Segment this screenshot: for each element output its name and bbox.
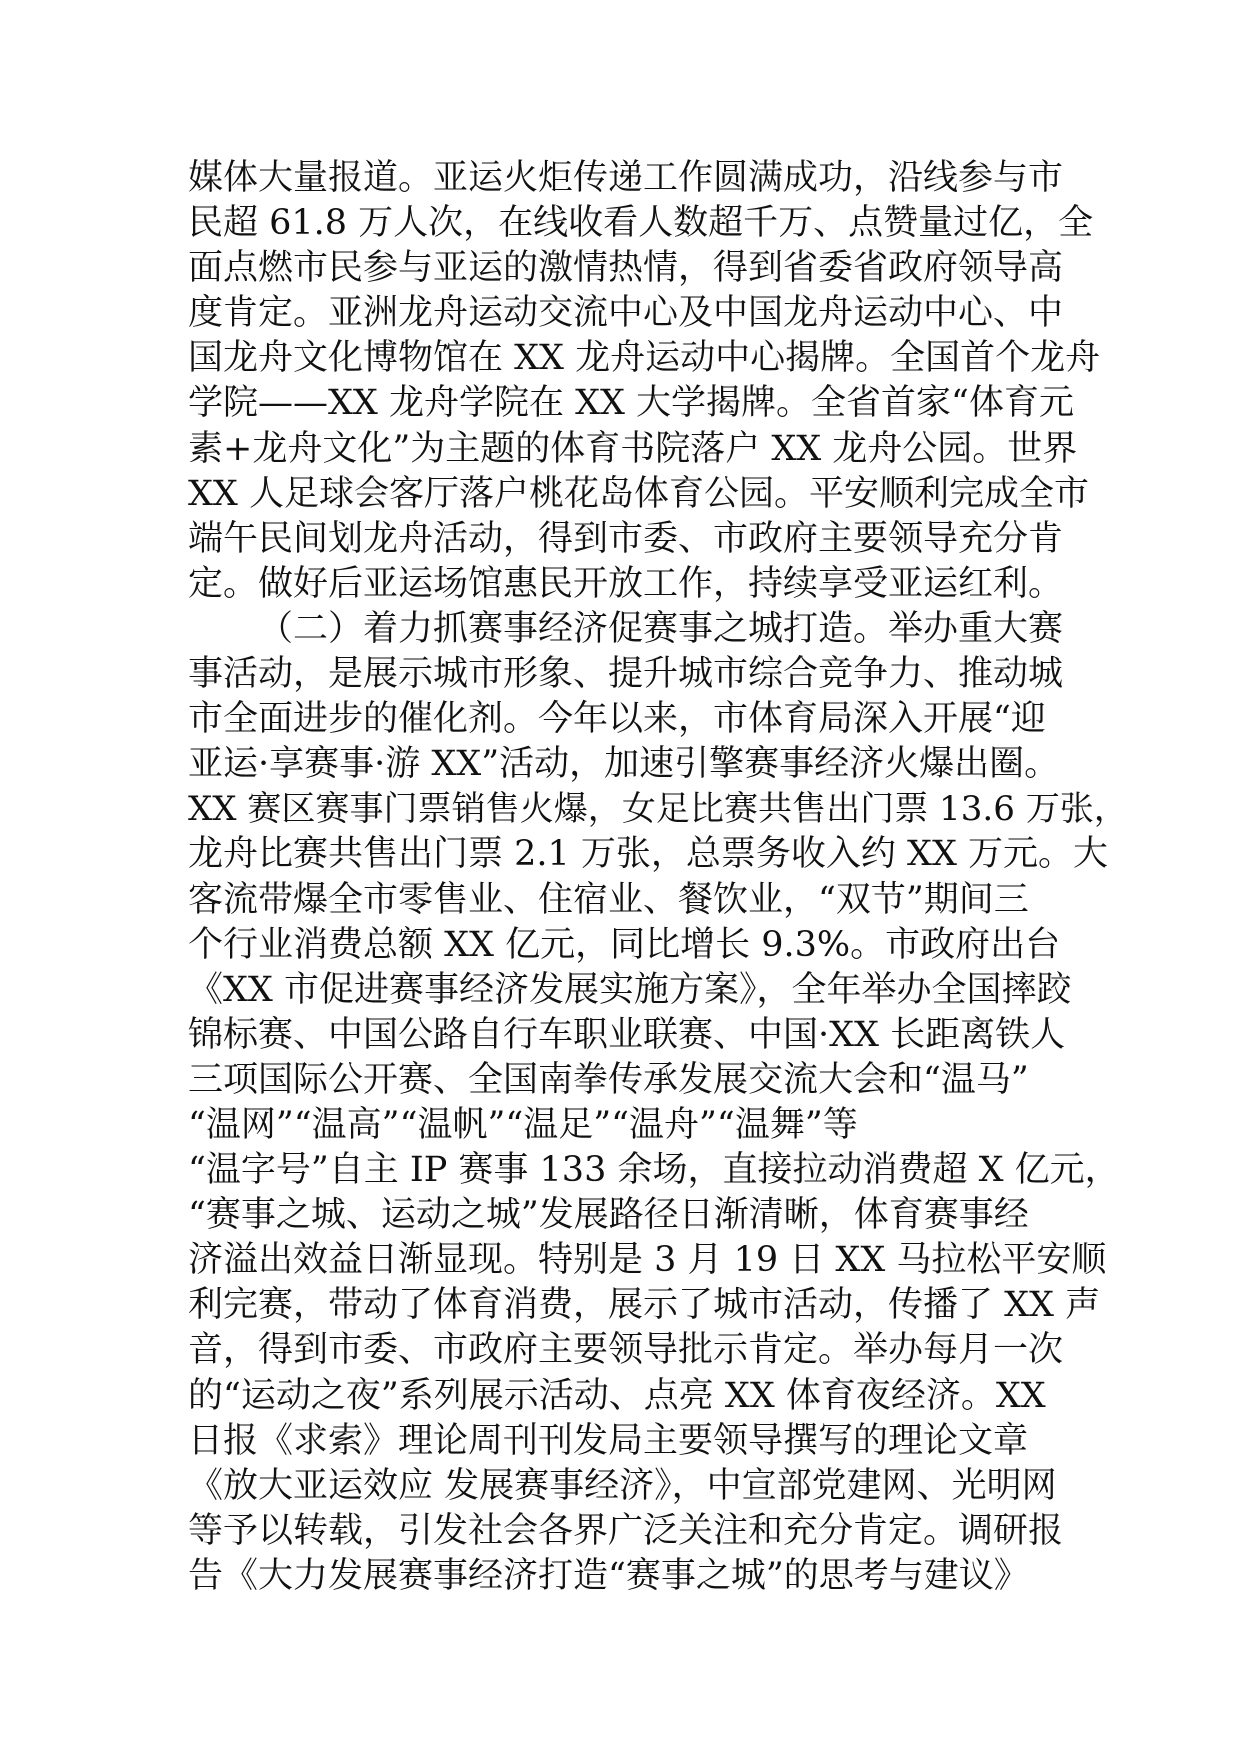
text-line: 的“运动之夜”系列展示活动、点亮 XX 体育夜经济。XX <box>188 1375 1046 1416</box>
text-line: 定。做好后亚运场馆惠民开放工作，持续享受亚运红利。 <box>188 563 1064 604</box>
text-line: “温字号”自主 IP 赛事 133 余场，直接拉动消费超 X 亿元， <box>188 1150 1120 1191</box>
text-line: 告《大力发展赛事经济打造“赛事之城”的思考与建议》 <box>188 1555 1029 1596</box>
text-line: 龙舟比赛共售出门票 2.1 万张，总票务收入约 XX 万元。大 <box>188 834 1108 875</box>
text-line: 锦标赛、中国公路自行车职业联赛、中国·XX 长距离铁人 <box>188 1014 1066 1055</box>
text-line: 等予以转载，引发社会各界广泛关注和充分肯定。调研报 <box>188 1510 1064 1551</box>
text-line: 度肯定。亚洲龙舟运动交流中心及中国龙舟运动中心、中 <box>188 293 1064 334</box>
text-line: 个行业消费总额 XX 亿元，同比增长 9.3%。市政府出台 <box>188 924 1061 965</box>
body-text <box>188 156 1128 1599</box>
text-line: 国龙舟文化博物馆在 XX 龙舟运动中心揭牌。全国首个龙舟 <box>188 338 1101 379</box>
text-line: 市全面进步的催化剂。今年以来，市体育局深入开展“迎 <box>188 699 1046 740</box>
text-line: 《放大亚运效应 发展赛事经济》，中宣部党建网、光明网 <box>188 1465 1057 1506</box>
text-line: 面点燃市民参与亚运的激情热情，得到省委省政府领导高 <box>188 248 1064 289</box>
text-line: 亚运·享赛事·游 XX”活动，加速引擎赛事经济火爆出圈。 <box>188 744 1060 785</box>
text-line: 利完赛，带动了体育消费，展示了城市活动，传播了 XX 声 <box>188 1285 1101 1326</box>
text-line: 客流带爆全市零售业、住宿业、餐饮业，“双节”期间三 <box>188 879 1029 920</box>
text-line: 端午民间划龙舟活动，得到市委、市政府主要领导充分肯 <box>188 518 1064 559</box>
text-line: 事活动，是展示城市形象、提升城市综合竞争力、推动城 <box>188 654 1064 695</box>
text-line: XX 赛区赛事门票销售火爆，女足比赛共售出门票 13.6 万张， <box>188 789 1128 830</box>
text-line: 民超 61.8 万人次，在线收看人数超千万、点赞量过亿，全 <box>188 203 1094 244</box>
text-line: 日报《求索》理论周刊刊发局主要领导撰写的理论文章 <box>188 1420 1029 1461</box>
text-line: “赛事之城、运动之城”发展路径日渐清晰，体育赛事经 <box>188 1195 1029 1236</box>
text-line: 音，得到市委、市政府主要领导批示肯定。举办每月一次 <box>188 1330 1064 1371</box>
section-heading-line: （二）着力抓赛事经济促赛事之城打造。举办重大赛 <box>258 608 1064 649</box>
text-line: 媒体大量报道。亚运火炬传递工作圆满成功，沿线参与市 <box>188 158 1064 198</box>
text-line: XX 人足球会客厅落户桃花岛体育公园。平安顺利完成全市 <box>188 473 1089 514</box>
text-line: 三项国际公开赛、全国南拳传承发展交流大会和“温马” <box>188 1059 1029 1100</box>
text-line: 学院——XX 龙舟学院在 XX 大学揭牌。全省首家“体育元 <box>188 383 1074 424</box>
text-line: 济溢出效益日渐显现。特别是 3 月 19 日 XX 马拉松平安顺 <box>188 1240 1107 1281</box>
text-line: 《XX 市促进赛事经济发展实施方案》，全年举办全国摔跤 <box>188 969 1072 1010</box>
text-line: “温网”“温高”“温帆”“温足”“温舟”“温舞”等 <box>188 1104 858 1145</box>
text-line: 素+龙舟文化”为主题的体育书院落户 XX 龙舟公园。世界 <box>188 428 1078 469</box>
